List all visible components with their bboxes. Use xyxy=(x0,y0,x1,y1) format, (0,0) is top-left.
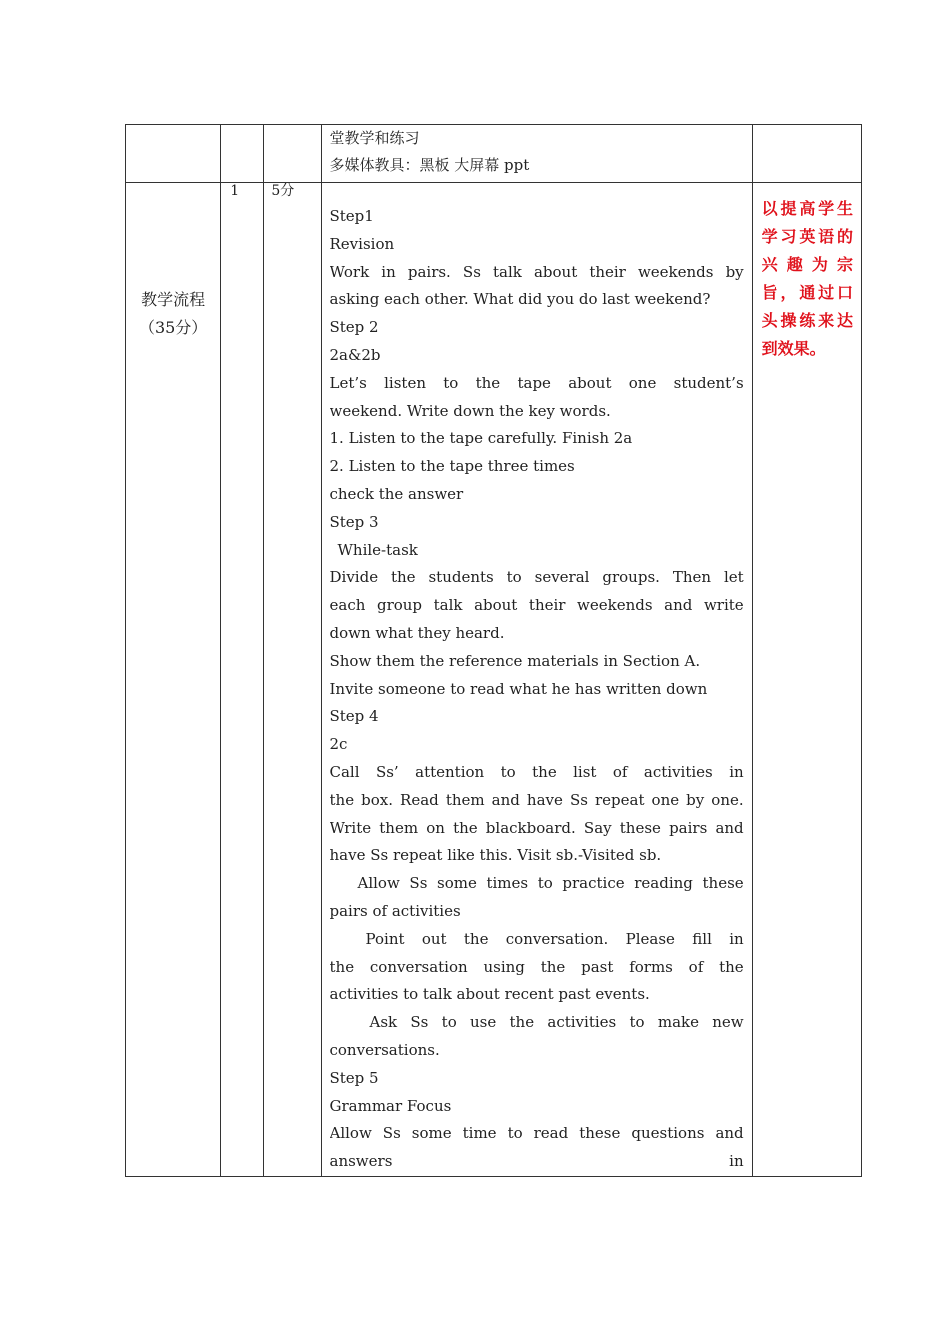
section-time: （35分） xyxy=(138,318,208,337)
table-cell xyxy=(221,125,264,183)
text-line: Point out the conversation. Please fill in xyxy=(365,929,744,948)
note-cell xyxy=(752,183,861,1177)
procedure-cell xyxy=(321,183,752,1177)
step-number: 1 xyxy=(230,183,240,199)
text-line: 2a&2b xyxy=(329,345,381,364)
section-label: 教学流程 xyxy=(141,290,206,309)
table-row xyxy=(126,125,862,183)
text-line: Write them on the blackboard. Say these pairs and xyxy=(329,818,744,837)
text-line: pairs of activities xyxy=(329,901,461,920)
text-line: 1. Listen to the tape carefully. Finish 2a xyxy=(329,429,633,448)
text-line: Show them the reference materials in Section A. xyxy=(329,651,701,670)
duration-cell xyxy=(264,183,321,1177)
text-line: Step1 xyxy=(329,207,374,225)
section-label-cell xyxy=(126,183,221,1177)
text-line: weekend. Write down the key words. xyxy=(329,401,611,420)
text-line: Invite someone to read what he has written down xyxy=(329,679,708,698)
table-cell xyxy=(126,125,221,183)
lesson-plan-table xyxy=(125,124,862,1177)
text-line: down what they heard. xyxy=(329,623,505,642)
text-line: While-task xyxy=(337,540,418,559)
text-line: Allow Ss some time to read these questions and xyxy=(329,1124,744,1143)
text-line: 2c xyxy=(329,735,348,754)
step-duration: 5分 xyxy=(271,183,295,199)
number-cell xyxy=(221,183,264,1177)
text-line: 多媒体教具：黑板 大屏幕 ppt xyxy=(329,156,530,174)
text-line: Work in pairs. Ss talk about their weekends by xyxy=(329,262,744,281)
text-line: Grammar Focus xyxy=(329,1096,452,1115)
text-line: Let’s listen to the tape about one student’s xyxy=(329,373,744,392)
text-line: the box. Read them and have Ss repeat one by one. xyxy=(329,790,744,809)
table-row xyxy=(126,183,862,1177)
text-line: answers in xyxy=(329,1152,744,1171)
text-line: conversations. xyxy=(329,1040,440,1059)
text-line: activities to talk about recent past events. xyxy=(329,985,650,1004)
text-line: the conversation using the past forms of the xyxy=(329,957,744,976)
teaching-note: 以提高学生学习英语的兴趣为宗旨，通过口头操练来达到效果。 xyxy=(761,199,853,358)
text-line: Allow Ss some times to practice reading these xyxy=(357,874,744,893)
teaching-aids-cell xyxy=(321,125,752,183)
text-line: Step 5 xyxy=(329,1068,379,1087)
text-line: Call Ss’ attention to the list of activities in xyxy=(329,762,744,781)
text-line: Step 2 xyxy=(329,318,379,337)
text-line: 堂教学和练习 xyxy=(329,129,420,147)
text-line: Step 3 xyxy=(329,512,379,531)
text-line: Step 4 xyxy=(329,707,379,726)
text-line: Divide the students to several groups. Then let xyxy=(329,568,744,587)
text-line: 2. Listen to the tape three times xyxy=(329,457,575,476)
text-line: Revision xyxy=(329,234,395,253)
text-line: each group talk about their weekends and write xyxy=(329,596,744,615)
table-cell xyxy=(264,125,321,183)
text-line: asking each other. What did you do last weekend? xyxy=(329,290,711,309)
text-line: have Ss repeat like this. Visit sb.-Visited sb. xyxy=(329,846,662,865)
text-line: check the answer xyxy=(329,484,464,503)
table-cell xyxy=(752,125,861,183)
text-line: Ask Ss to use the activities to make new xyxy=(369,1013,744,1032)
